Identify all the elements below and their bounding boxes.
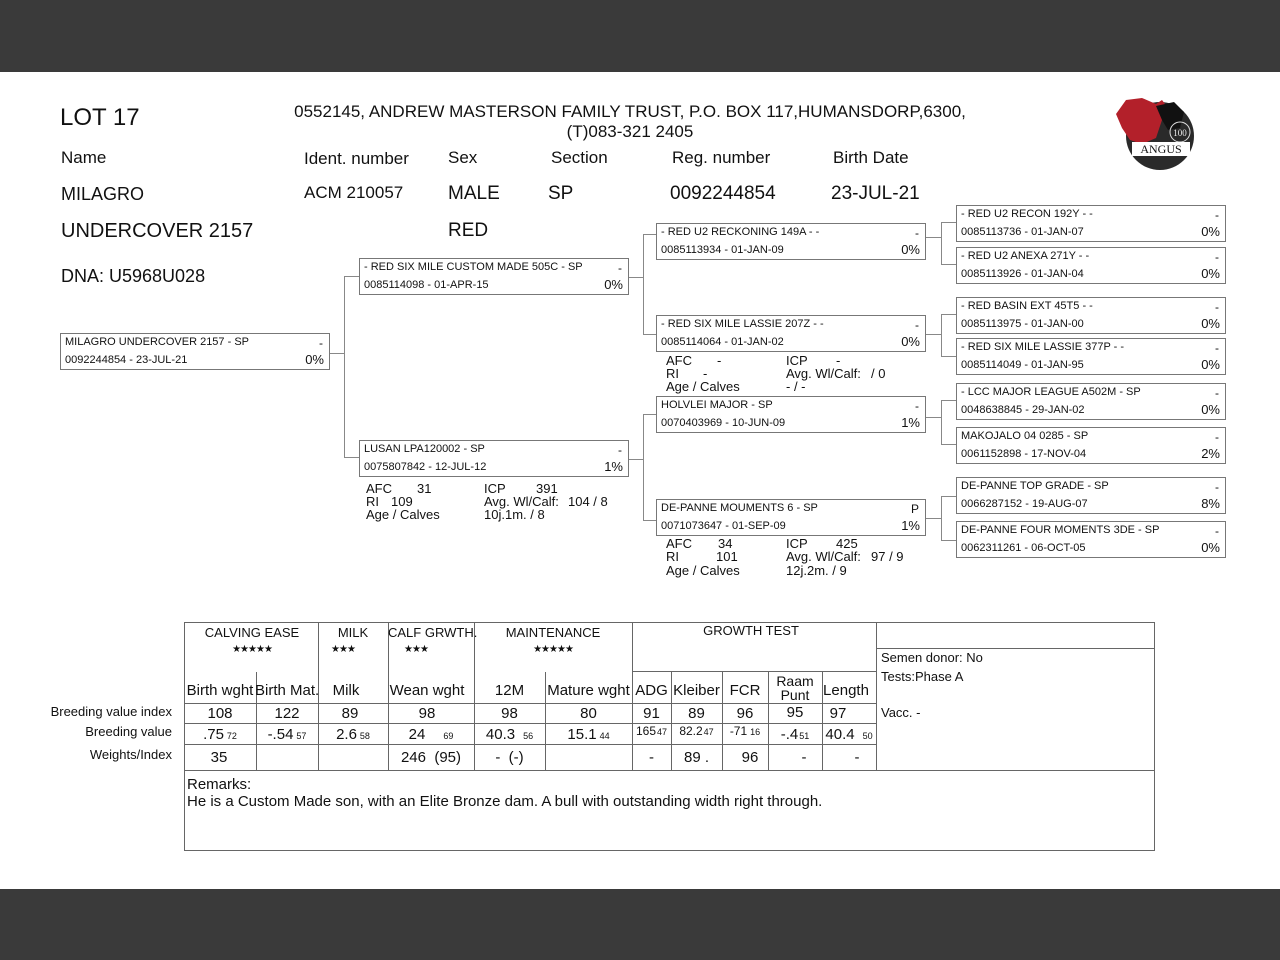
table-cell: 82.247 (679, 724, 714, 738)
ri-label: RI (666, 549, 679, 564)
group-milk: MILK (337, 625, 369, 640)
connector (643, 414, 656, 415)
pedigree-percent: 0% (305, 352, 324, 367)
connector (941, 400, 956, 401)
afc-label: AFC (366, 481, 392, 496)
table-cell: 98 (501, 705, 518, 722)
animal-name-1: MILAGRO (61, 184, 145, 204)
connector (344, 276, 359, 277)
table-cell: - (801, 749, 807, 766)
pedigree-percent: 8% (1201, 496, 1220, 511)
pedigree-flag: - (319, 336, 323, 350)
table-cell: - (-) (495, 749, 524, 766)
lot-number: LOT 17 (60, 104, 140, 131)
pedigree-name: DE-PANNE TOP GRADE - SP (961, 480, 1109, 492)
section-value: SP (548, 183, 574, 204)
row-rule (184, 723, 876, 724)
pedigree-name: - RED U2 ANEXA 271Y - - (961, 250, 1090, 262)
connector (941, 540, 956, 541)
table-cell: 98 (418, 705, 436, 722)
sex-value: MALE (448, 183, 500, 204)
icp-label: ICP (786, 353, 808, 368)
group-growth-test: GROWTH TEST (703, 623, 799, 638)
table-cell: 91 (643, 705, 660, 722)
remarks-text: He is a Custom Made son, with an Elite Bronze dam. A bull with outstanding width right through. (187, 793, 823, 810)
label-name: Name (61, 148, 107, 167)
pedigree-name: HOLVLEI MAJOR - SP (661, 399, 773, 411)
pedigree-gg-5[interactable] (956, 383, 1226, 420)
table-cell: - (854, 749, 860, 766)
label-birth: Birth Date (833, 148, 909, 167)
label-sex: Sex (448, 148, 478, 167)
table-cell: .75 72 (203, 726, 237, 743)
pedigree-name: - RED U2 RECON 192Y - - (961, 208, 1093, 220)
pedigree-reg: 0085113926 - 01-JAN-04 (961, 268, 1084, 280)
label-reg: Reg. number (672, 148, 771, 167)
group-calving-ease: CALVING EASE (204, 625, 300, 640)
group-maintenance: MAINTENANCE (505, 625, 601, 640)
pedigree-name: MAKOJALO 04 0285 - SP (961, 430, 1089, 442)
connector (926, 334, 941, 335)
wl-label: Avg. Wl/Calf: (484, 494, 559, 509)
pedigree-self[interactable] (60, 333, 330, 370)
tests-info: Tests:Phase A (881, 669, 964, 684)
table-cell: 24 69 (408, 726, 454, 743)
remarks-label: Remarks: (187, 776, 252, 793)
icp-label: ICP (484, 481, 506, 496)
table-cell: 16547 (635, 724, 668, 738)
table-cell: -.451 (780, 726, 810, 743)
afc-label: AFC (666, 536, 692, 551)
reg-number-value: 0092244854 (670, 183, 776, 204)
pedigree-name: MILAGRO UNDERCOVER 2157 - SP (65, 336, 249, 348)
pedigree-percent: 1% (901, 518, 920, 533)
pedigree-name: LUSAN LPA120002 - SP (364, 443, 485, 455)
table-cell: 2.6 58 (336, 726, 370, 743)
svg-text:ANGUS: ANGUS (1140, 142, 1182, 156)
connector (643, 520, 656, 521)
table-cell: 96 (741, 749, 759, 766)
owner-line-2: (T)083-321 2405 (566, 122, 694, 141)
connector (941, 222, 956, 223)
pedigree-reg: 0066287152 - 19-AUG-07 (961, 498, 1088, 510)
pedigree-flag: - (618, 261, 622, 275)
maintenance-stars: ★★★★★ (533, 644, 573, 655)
pedigree-flag: - (1215, 386, 1219, 400)
connector (926, 518, 941, 519)
col-fcr: FCR (729, 682, 761, 699)
pedigree-flag: - (1215, 524, 1219, 538)
connector (941, 444, 956, 445)
table-cell: 89 . (683, 749, 710, 766)
pedigree-name: - LCC MAJOR LEAGUE A502M - SP (961, 386, 1141, 398)
col-kleiber: Kleiber (673, 682, 720, 699)
pedigree-reg: 0085113736 - 01-JAN-07 (961, 226, 1084, 238)
col-birth-wght: Birth wght (186, 682, 254, 699)
row-rule (184, 770, 1155, 771)
table-cell: 122 (274, 705, 300, 722)
label-ident: Ident. number (304, 149, 409, 168)
connector (344, 457, 359, 458)
table-cell: -71 16 (729, 724, 761, 738)
pedigree-percent: 0% (1201, 540, 1220, 555)
pedigree-name: - RED SIX MILE LASSIE 207Z - - (661, 318, 824, 330)
table-cell: 35 (210, 749, 228, 766)
age-calves-value: 10j.1m. / 8 (484, 507, 545, 522)
pedigree-percent: 0% (1201, 266, 1220, 281)
icp-label: ICP (786, 536, 808, 551)
top-dark-bar (0, 0, 1280, 72)
icp-value: 425 (836, 536, 858, 551)
pedigree-percent: 0% (901, 242, 920, 257)
pedigree-reg: 0085113975 - 01-JAN-00 (961, 318, 1084, 330)
table-cell: 15.1 44 (567, 726, 610, 743)
wl-label: Avg. Wl/Calf: (786, 366, 861, 381)
pedigree-gg-1[interactable] (956, 205, 1226, 242)
table-cell: 96 (736, 705, 754, 722)
col-12m: 12M (494, 682, 525, 699)
pedigree-gg-8[interactable] (956, 521, 1226, 558)
calving-stars: ★★★★★ (232, 644, 272, 655)
group-calf-growth: CALF GRWTH. (388, 625, 478, 640)
pedigree-dam-dam[interactable] (656, 499, 926, 536)
pedigree-flag: - (1215, 341, 1219, 355)
pedigree-percent: 0% (1201, 402, 1220, 417)
pedigree-dam-sire[interactable] (656, 396, 926, 433)
connector (629, 459, 643, 460)
milk-stars: ★★★ (331, 644, 355, 655)
afc-value: 31 (417, 481, 432, 496)
semen-donor: Semen donor: No (881, 650, 983, 665)
col-rule (876, 622, 877, 770)
table-cell: 95 (786, 704, 804, 721)
pedigree-reg: 0092244854 - 23-JUL-21 (65, 354, 188, 366)
pedigree-percent: 1% (901, 415, 920, 430)
connector (643, 334, 656, 335)
angus-logo (1112, 94, 1196, 172)
connector (941, 356, 956, 357)
vaccination-info: Vacc. - (881, 705, 921, 720)
connector (941, 314, 942, 356)
pedigree-reg: 0085114049 - 01-JAN-95 (961, 359, 1084, 371)
pedigree-name: - RED SIX MILE LASSIE 377P - - (961, 341, 1125, 353)
col-raam-punt: Raam Punt (776, 673, 814, 703)
table-cell: 40.4 50 (825, 726, 873, 743)
ri-value: 109 (391, 494, 413, 509)
connector (643, 234, 644, 334)
dna-code: DNA: U5968U028 (61, 266, 206, 286)
pedigree-reg: 0062311261 - 06-OCT-05 (961, 542, 1086, 554)
pedigree-sire-sire[interactable] (656, 223, 926, 260)
pedigree-reg: 0085114064 - 01-JAN-02 (661, 336, 784, 348)
pedigree-percent: 0% (604, 277, 623, 292)
connector (329, 353, 344, 354)
pedigree-flag: P (910, 502, 919, 516)
age-calves-value: - / - (786, 379, 806, 394)
table-cell: 97 (829, 705, 847, 722)
afc-value: 34 (718, 536, 733, 551)
pedigree-flag: - (915, 318, 919, 332)
pedigree-gg-3[interactable] (956, 297, 1226, 334)
col-adg: ADG (635, 682, 668, 699)
table-cell: -.54 57 (267, 726, 307, 743)
table-cell: - (649, 749, 654, 766)
connector (643, 234, 656, 235)
pedigree-dam[interactable] (359, 440, 629, 477)
wl-label: Avg. Wl/Calf: (786, 549, 861, 564)
connector (941, 496, 956, 497)
pedigree-reg: 0075807842 - 12-JUL-12 (364, 461, 487, 473)
row-label-index: Breeding value index (50, 704, 172, 719)
pedigree-flag: - (915, 399, 919, 413)
pedigree-flag: - (915, 226, 919, 240)
pedigree-name: - RED SIX MILE CUSTOM MADE 505C - SP (364, 261, 583, 273)
pedigree-percent: 0% (1201, 224, 1220, 239)
label-section: Section (551, 148, 608, 167)
wl-value: 104 / 8 (568, 494, 608, 509)
pedigree-flag: - (1215, 480, 1219, 494)
pedigree-flag: - (1215, 208, 1219, 222)
col-milk: Milk (332, 682, 360, 699)
animal-name-2: UNDERCOVER 2157 (61, 220, 254, 242)
pedigree-percent: 1% (604, 459, 623, 474)
col-mature-wght: Mature wght (547, 682, 630, 699)
colour-value: RED (448, 220, 489, 241)
row-label-weights: Weights/Index (89, 747, 172, 762)
table-cell: 89 (341, 705, 359, 722)
pedigree-percent: 0% (901, 334, 920, 349)
pedigree-percent: 0% (1201, 316, 1220, 331)
catalogue-page (0, 72, 1280, 889)
pedigree-gg-7[interactable] (956, 477, 1226, 514)
connector (941, 496, 942, 540)
pedigree-sire[interactable] (359, 258, 629, 295)
connector (643, 414, 644, 520)
birth-date-value: 23-JUL-21 (831, 183, 920, 204)
pedigree-gg-2[interactable] (956, 247, 1226, 284)
bottom-dark-bar (0, 889, 1280, 960)
age-calves-value: 12j.2m. / 9 (786, 563, 847, 578)
ri-value: 101 (716, 549, 738, 564)
ri-value: - (703, 366, 708, 381)
connector (941, 314, 956, 315)
col-wean-wght: Wean wght (389, 682, 465, 699)
table-cell: 108 (207, 705, 233, 722)
col-birth-mat: Birth Mat. (255, 682, 320, 699)
row-rule (876, 648, 1155, 649)
pedigree-reg: 0048638845 - 29-JAN-02 (961, 404, 1085, 416)
afc-label: AFC (666, 353, 692, 368)
table-cell: 80 (580, 705, 597, 722)
icp-value: 391 (536, 481, 558, 496)
owner-line-1: 0552145, ANDREW MASTERSON FAMILY TRUST, P.O. BOX 117,HUMANSDORP,6300, (294, 102, 966, 121)
table-cell: 246 (95) (400, 749, 462, 766)
wl-value: / 0 (871, 366, 886, 381)
connector (926, 417, 941, 418)
pedigree-flag: - (618, 443, 622, 457)
icp-value: - (836, 353, 841, 368)
connector (941, 222, 942, 264)
pedigree-reg: 0085113934 - 01-JAN-09 (661, 244, 784, 256)
pedigree-flag: - (1215, 430, 1219, 444)
owner-details (250, 102, 1010, 142)
row-rule (184, 744, 876, 745)
pedigree-sire-dam[interactable] (656, 315, 926, 352)
pedigree-gg-4[interactable] (956, 338, 1226, 375)
age-calves-label: Age / Calves (666, 379, 740, 394)
pedigree-percent: 0% (1201, 357, 1220, 372)
pedigree-flag: - (1215, 250, 1219, 264)
col-length: Length (823, 682, 869, 699)
pedigree-reg: 0071073647 - 01-SEP-09 (661, 520, 786, 532)
svg-text:100: 100 (1173, 128, 1187, 138)
ri-label: RI (366, 494, 379, 509)
connector (926, 237, 941, 238)
row-label-bv: Breeding value (85, 724, 172, 739)
pedigree-flag: - (1215, 300, 1219, 314)
wl-value: 97 / 9 (871, 549, 904, 564)
connector (941, 264, 956, 265)
connector (629, 277, 643, 278)
pedigree-reg: 0085114098 - 01-APR-15 (364, 279, 489, 291)
table-cell: 40.3 56 (485, 726, 534, 743)
row-rule (632, 671, 876, 672)
afc-value: - (717, 353, 722, 368)
table-cell: 89 (688, 705, 705, 722)
ident-number: ACM 210057 (304, 183, 404, 202)
connector (344, 276, 345, 457)
pedigree-name: - RED BASIN EXT 45T5 - - (961, 300, 1093, 312)
pedigree-name: DE-PANNE FOUR MOMENTS 3DE - SP (961, 524, 1160, 536)
pedigree-gg-6[interactable] (956, 427, 1226, 464)
pedigree-name: DE-PANNE MOUMENTS 6 - SP (661, 502, 818, 514)
connector (941, 400, 942, 444)
pedigree-name: - RED U2 RECKONING 149A - - (661, 226, 820, 238)
pedigree-reg: 0070403969 - 10-JUN-09 (661, 417, 786, 429)
age-calves-label: Age / Calves (366, 507, 440, 522)
pedigree-percent: 2% (1201, 446, 1220, 461)
growth-stars: ★★★ (404, 644, 428, 655)
age-calves-label: Age / Calves (666, 563, 740, 578)
ri-label: RI (666, 366, 679, 381)
pedigree-reg: 0061152898 - 17-NOV-04 (961, 448, 1087, 460)
